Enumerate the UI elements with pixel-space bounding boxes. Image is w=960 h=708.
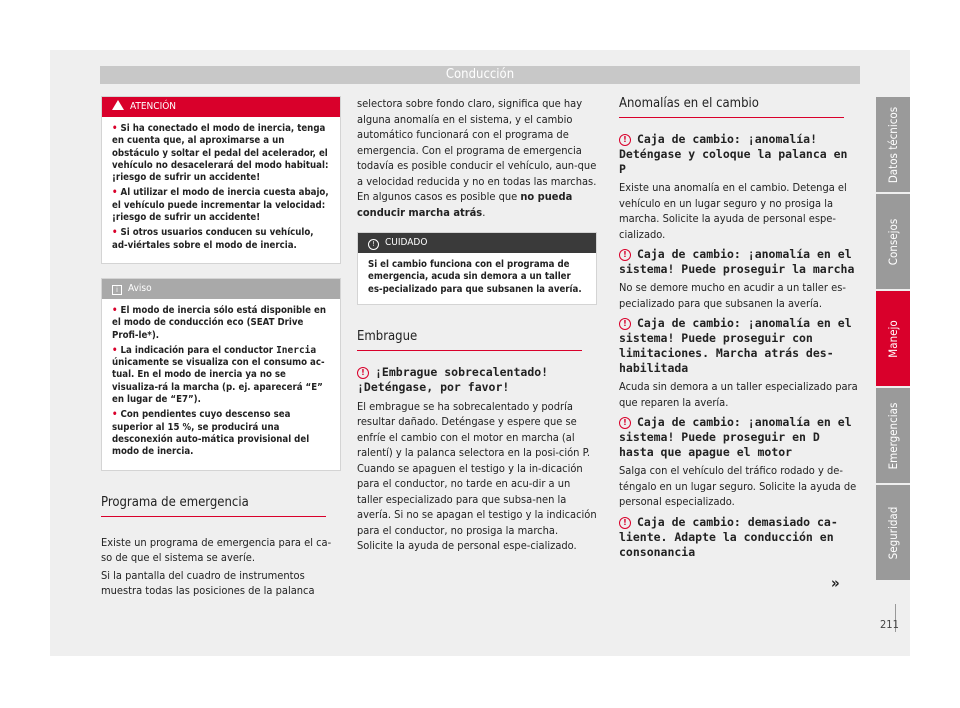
aviso-title: Aviso [128, 282, 152, 294]
programa-continuation [357, 96, 597, 220]
atencion-body [102, 117, 340, 263]
warning-4 [619, 415, 859, 460]
warning-lamp-icon: ! [619, 417, 631, 429]
atencion-box [101, 96, 341, 264]
column-middle [357, 96, 597, 554]
tab-label: Datos técnicos [886, 106, 900, 183]
atencion-header [102, 97, 340, 117]
page-header: Conducción [100, 66, 860, 84]
continued-arrow: » [831, 574, 840, 592]
embrague-warning [357, 365, 597, 395]
warning-lamp-icon: ! [619, 318, 631, 330]
cuidado-header [358, 233, 596, 253]
caution-icon: ! [368, 239, 379, 250]
embrague-paragraph: El embrague se ha sobrecalentado y podría resultar dañado. Deténgase y espere que se enfríe el cambio con el motor en marcha (al ralentí) y la palanca selectora en la posi-ción P. Cuando se apaguen el testigo y la in-dicación para el conductor, no tarde en acu-dir a un taller especializado para que subsa-nen la avería. Si no se apagan el testigo y la indicación para el conductor, no prosiga la marcha. Solicite la ayuda de personal espe-cializado. [357, 399, 597, 553]
warning-triangle-icon [112, 100, 124, 110]
programa-paragraph-1: Existe un programa de emergencia para el ca-so de que el sistema se averíe. [101, 535, 332, 565]
list-item: • Con pendientes cuyo descenso sea superior al 15 %, se producirá una desconexión auto-mática provisional del modo de inercia. [112, 409, 310, 458]
paragraph-4: Salga con el vehículo del tráfico rodado y de-téngalo en un lugar seguro. Solicite la ayuda de personal especializado. [619, 464, 857, 508]
programa-continuation-text: selectora sobre fondo claro, significa que hay alguna anomalía en el sistema, y el cambio automático funcionará con el programa de emergencia. Con el programa de emergencia todavía es posible conducir el vehículo, aun-que a velocidad reducida y no en todas las marchas. En algunos casos es posible que [357, 97, 597, 203]
aviso-item-1: El modo de inercia sólo está disponible en el modo de conducción eco (SEAT Drive Profi-le*). [112, 304, 326, 341]
tab-datos-tecnicos[interactable] [876, 97, 910, 192]
atencion-item-2: Al utilizar el modo de inercia cuesta abajo, el vehículo puede incrementar la velocidad: ¡riesgo de sufrir un accidente! [112, 187, 329, 224]
cuidado-body: Si el cambio funciona con el programa de emergencia, acuda sin demora a un taller es-pecializado para que subsanen la avería. [368, 259, 582, 295]
warning-lamp-icon: ! [357, 367, 369, 379]
list-item: • Si ha conectado el modo de inercia, tenga en cuenta que, al aproximarse a un obstáculo y soltar el pedal del acelerador, el vehículo no desacelerará del modo habitual: ¡riesgo de sufrir un accidente! [112, 123, 329, 184]
tab-emergencias[interactable] [876, 388, 910, 483]
programa-paragraph-2: Si la pantalla del cuadro de instrumentos muestra todas las posiciones de la palanca [101, 568, 315, 598]
chapter-tabs [876, 97, 910, 582]
warning-lamp-icon: ! [619, 249, 631, 261]
section-heading-anomalias: Anomalías en el cambio [619, 96, 844, 118]
aviso-item-2-post: únicamente se visualiza con el consumo ac-tual. En el modo de inercia ya no se visualiza-rá la marcha (p. ej. aparecerá “E” en lugar de “E7”). [112, 357, 325, 406]
embrague-section [357, 329, 597, 554]
paragraph-2: No se demore mucho en acudir a un taller es-pecializado para que subsanen la avería. [619, 281, 846, 310]
tab-consejos[interactable] [876, 194, 910, 289]
warning-2-text: Caja de cambio: ¡anomalía en el sistema! Puede proseguir la marcha [619, 247, 855, 276]
section-heading-programa: Programa de emergencia [101, 495, 326, 517]
warning-3-text: Caja de cambio: ¡anomalía en el sistema! Puede proseguir con limitaciones. Marcha atrás des-habilitada [619, 316, 852, 375]
programa-continuation-bold: no pueda conducir marcha atrás [357, 190, 573, 219]
tab-label: Emergencias [886, 402, 900, 469]
cuidado-title: CUIDADO [385, 237, 428, 248]
atencion-title: ATENCIÓN [130, 101, 177, 112]
aviso-item-2-pre: La indicación para el conductor [120, 344, 277, 356]
info-icon: i [112, 285, 122, 295]
aviso-body [102, 299, 340, 470]
paragraph-1: Existe una anomalía en el cambio. Detenga el vehículo en un lugar seguro y no prosiga la marcha. Solicite la ayuda de personal espe-cializado. [619, 181, 847, 241]
tab-manejo[interactable] [876, 291, 910, 386]
atencion-item-3: Si otros usuarios conducen su vehículo, ad-viértales sobre el modo de inercia. [112, 227, 314, 251]
list-item: • La indicación para el conductor Inercia únicamente se visualiza con el consumo ac-tual. En el modo de inercia ya no se visualiza-rá la marcha (p. ej. aparecerá “E” en lugar de “E7”). [112, 344, 325, 406]
warning-lamp-icon: ! [619, 517, 631, 529]
atencion-item-1: Si ha conectado el modo de inercia, tenga en cuenta que, al aproximarse a un obstáculo y soltar el pedal del acelerador, el vehículo no desacelerará del modo habitual: ¡riesgo de sufrir un accidente! [112, 123, 329, 184]
list-item: • El modo de inercia sólo está disponible en el modo de conducción eco (SEAT Drive Profi-le*). [112, 304, 326, 341]
tab-label: Seguridad [886, 506, 900, 559]
warning-5 [619, 515, 859, 560]
warning-5-text: Caja de cambio: demasiado ca-liente. Adapte la conducción en consonancia [619, 514, 838, 559]
warning-lamp-icon: ! [619, 134, 631, 146]
warning-2 [619, 247, 859, 277]
aviso-item-2-display-text: Inercia [276, 344, 317, 356]
column-left [101, 96, 341, 599]
page-number: 211 [880, 618, 899, 631]
warning-3 [619, 316, 859, 376]
tab-label: Manejo [886, 319, 900, 358]
programa-continuation-end: . [482, 205, 486, 219]
cuidado-box [357, 232, 597, 305]
warning-4-text: Caja de cambio: ¡anomalía en el sistema! Puede proseguir en D hasta que apague el motor [619, 415, 852, 459]
warning-1-text: Caja de cambio: ¡anomalía! Deténgase y coloque la palanca en P [619, 132, 848, 176]
tab-label: Consejos [886, 218, 900, 265]
aviso-box [101, 278, 341, 471]
programa-section [101, 495, 341, 599]
list-item: • Al utilizar el modo de inercia cuesta abajo, el vehículo puede incrementar la velocidad: ¡riesgo de sufrir un accidente! [112, 187, 329, 224]
warning-1 [619, 132, 859, 177]
tab-seguridad[interactable] [876, 485, 910, 580]
column-right [619, 96, 859, 560]
section-heading-embrague: Embrague [357, 329, 582, 351]
aviso-header [102, 279, 340, 299]
paragraph-3: Acuda sin demora a un taller especializado para que reparen la avería. [619, 380, 858, 409]
embrague-warning-text: ¡Embrague sobrecalentado! ¡Deténgase, por favor! [357, 364, 549, 394]
list-item: • Si otros usuarios conducen su vehículo, ad-viértales sobre el modo de inercia. [112, 227, 314, 251]
aviso-item-3: Con pendientes cuyo descenso sea superior al 15 %, se producirá una desconexión auto-mática provisional del modo de inercia. [112, 409, 310, 458]
